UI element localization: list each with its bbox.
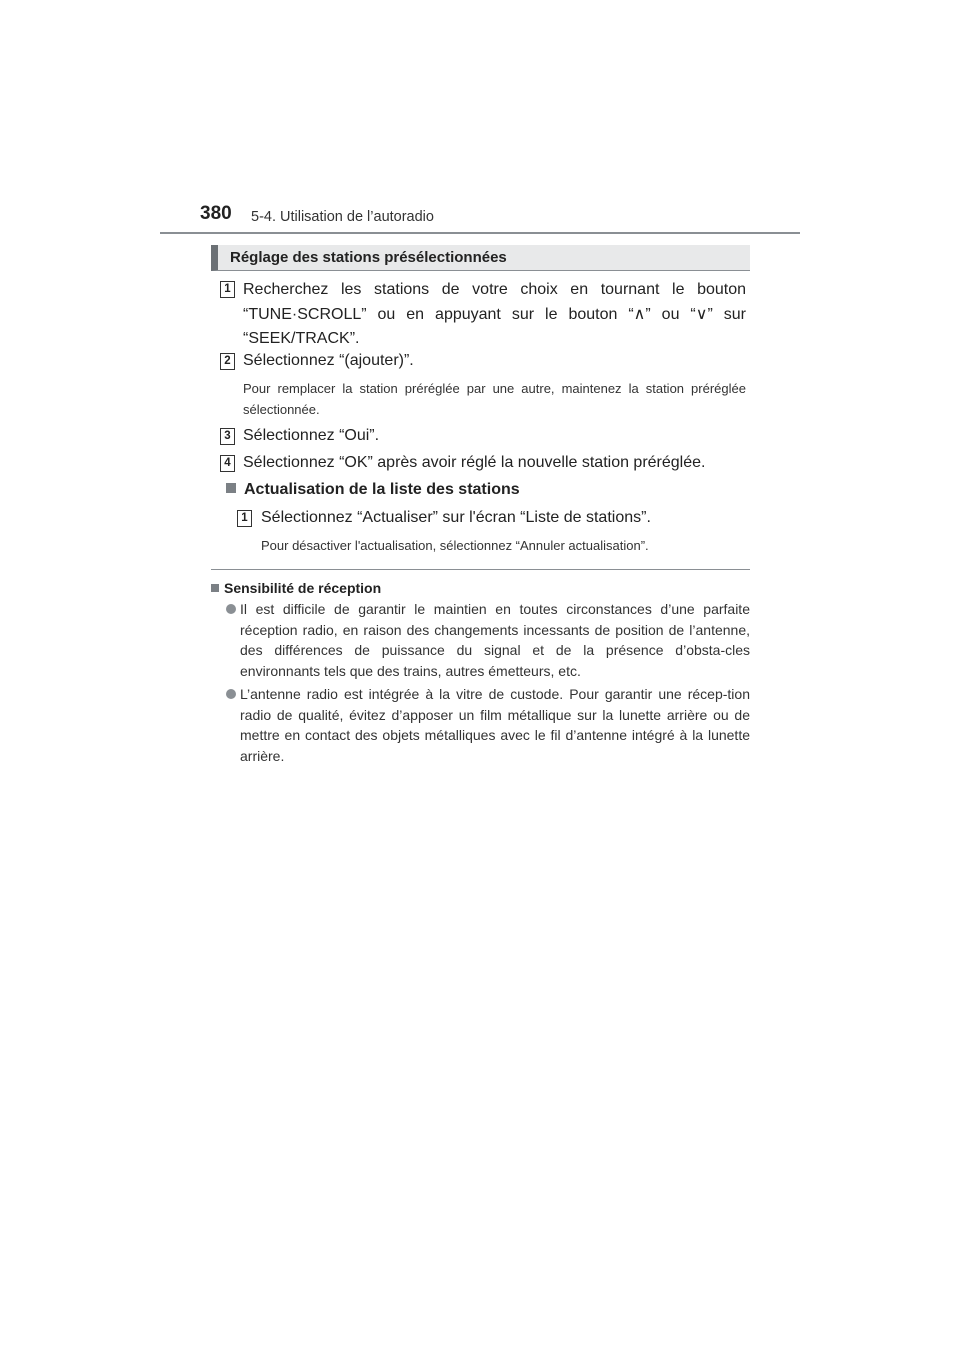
step-2-note: Pour remplacer la station préréglée par une autre, maintenez la station préréglée sélectionnée. bbox=[243, 381, 746, 417]
section-title-bar bbox=[211, 245, 750, 271]
step-1-text: Recherchez les stations de votre choix en tournant le bouton “TUNE·SCROLL” ou en appuyant sur le bouton “∧” ou “∨” sur “SEEK/TRACK”. bbox=[243, 281, 746, 347]
remarks-title: Sensibilité de réception bbox=[224, 580, 382, 596]
circle-bullet-icon bbox=[226, 604, 236, 614]
step-number-4: 4 bbox=[220, 455, 235, 472]
subsection-heading bbox=[226, 481, 520, 499]
step-2-text: Sélectionnez “(ajouter)”. bbox=[243, 352, 414, 369]
remarks-heading bbox=[211, 580, 381, 596]
remark-bullet-2-text: L’antenne radio est intégrée à la vitre de custode. Pour garantir une récep-tion radio de qualité, évitez d’apposer un film métallique sur la lunette arrière ou de mettre en contact des objets métalliques avec le fil d’antenne intégré à la lunette arrière. bbox=[240, 686, 750, 764]
substep-1-note: Pour désactiver l'actualisation, sélectionnez “Annuler actualisation”. bbox=[261, 538, 649, 553]
substep-number-1: 1 bbox=[237, 510, 252, 527]
step-3-text: Sélectionnez “Oui”. bbox=[243, 427, 380, 444]
remarks-divider bbox=[211, 569, 750, 570]
chapter-title: 5-4. Utilisation de l’autoradio bbox=[251, 209, 434, 225]
page-header bbox=[0, 0, 960, 240]
step-number-3: 3 bbox=[220, 428, 235, 445]
page-number: 380 bbox=[200, 203, 232, 224]
substep-1-text: Sélectionnez “Actualiser” sur l'écran “Liste de stations”. bbox=[261, 509, 651, 526]
remark-bullet-1-text: Il est difficile de garantir le maintien en toutes circonstances d’une parfaite réception radio, en raison des changements incessants de position de l’antenne, des différences de puissance du signal et de la présence d’obsta-cles environnants tels que des trains, autres émetteurs, etc. bbox=[240, 601, 750, 679]
remark-bullet-2 bbox=[226, 684, 750, 766]
step-number-1: 1 bbox=[220, 281, 235, 298]
subsection-title: Actualisation de la liste des stations bbox=[244, 481, 520, 498]
section-title: Réglage des stations présélectionnées bbox=[230, 249, 507, 266]
circle-bullet-icon bbox=[226, 689, 236, 699]
square-bullet-icon bbox=[211, 584, 219, 592]
header-divider bbox=[160, 232, 800, 234]
remark-bullet-1 bbox=[226, 599, 750, 681]
step-4-text: Sélectionnez “OK” après avoir réglé la nouvelle station préréglée. bbox=[243, 454, 706, 471]
square-bullet-icon bbox=[226, 483, 236, 493]
step-number-2: 2 bbox=[220, 353, 235, 370]
